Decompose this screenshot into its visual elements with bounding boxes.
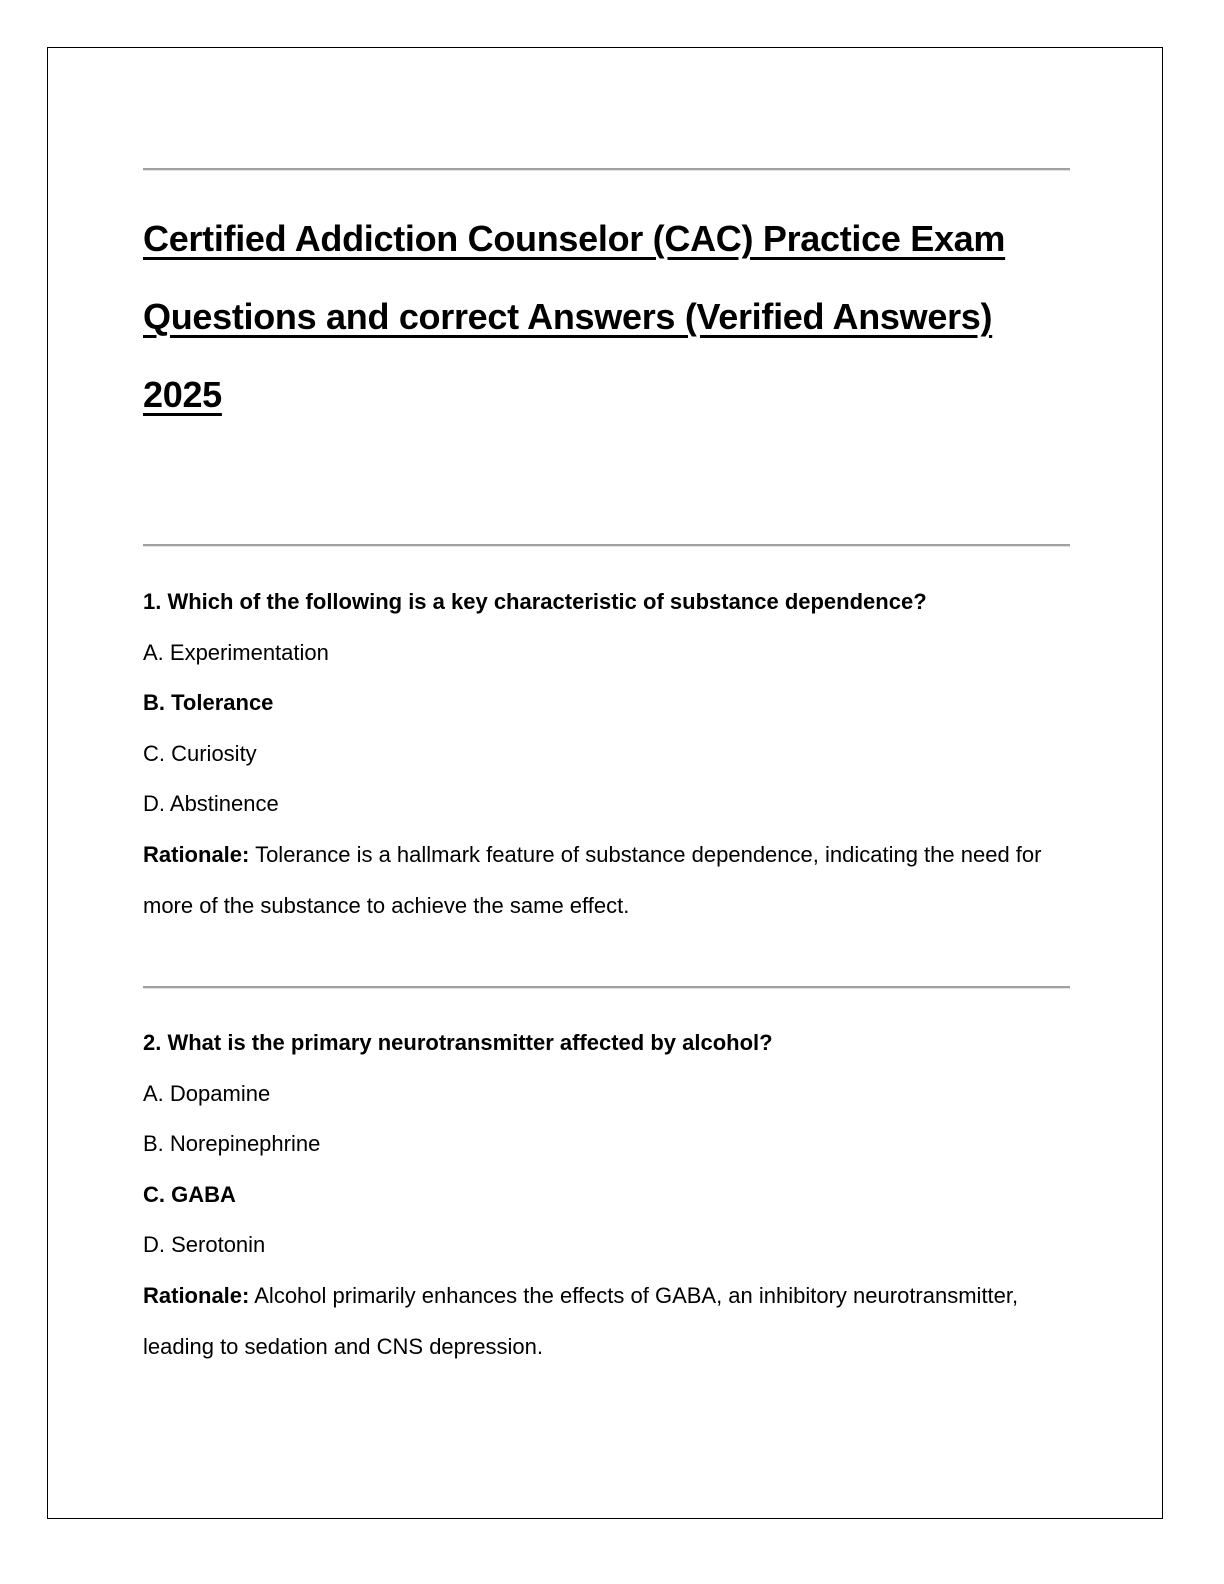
- horizontal-rule: [143, 544, 1070, 547]
- question-block: [143, 589, 1073, 931]
- answer-option: D. Serotonin: [143, 1232, 266, 1257]
- rationale-label: Rationale:: [143, 1282, 250, 1308]
- answer-option: D. Abstinence: [143, 791, 279, 816]
- title-line: Questions and correct Answers (Verified Answers): [143, 296, 993, 337]
- rationale-label: Rationale:: [143, 841, 250, 867]
- question-text: 1. Which of the following is a key characteristic of substance dependence?: [143, 589, 927, 614]
- horizontal-rule: [143, 986, 1070, 989]
- document-title: [143, 200, 1103, 434]
- horizontal-rule: [143, 168, 1070, 171]
- title-line: 2025: [143, 374, 222, 415]
- rationale-text: Tolerance is a hallmark feature of substance dependence, indicating the need for more of the substance to achieve the same effect.: [143, 841, 1042, 918]
- question-block: [143, 1030, 1073, 1372]
- question-text: 2. What is the primary neurotransmitter affected by alcohol?: [143, 1030, 773, 1055]
- rationale: [143, 1270, 1073, 1372]
- answer-option: C. Curiosity: [143, 740, 257, 766]
- answer-option: A. Dopamine: [143, 1080, 271, 1106]
- title-line: Certified Addiction Counselor (CAC) Practice Exam: [143, 218, 1006, 259]
- rationale-text: Alcohol primarily enhances the effects of GABA, an inhibitory neurotransmitter, leading to sedation and CNS depression.: [143, 1282, 1019, 1359]
- answer-option-correct: B. Tolerance: [143, 690, 274, 715]
- answer-option: A. Experimentation: [143, 639, 329, 665]
- answer-option: B. Norepinephrine: [143, 1131, 321, 1156]
- answer-option-correct: C. GABA: [143, 1181, 236, 1207]
- rationale: [143, 829, 1073, 931]
